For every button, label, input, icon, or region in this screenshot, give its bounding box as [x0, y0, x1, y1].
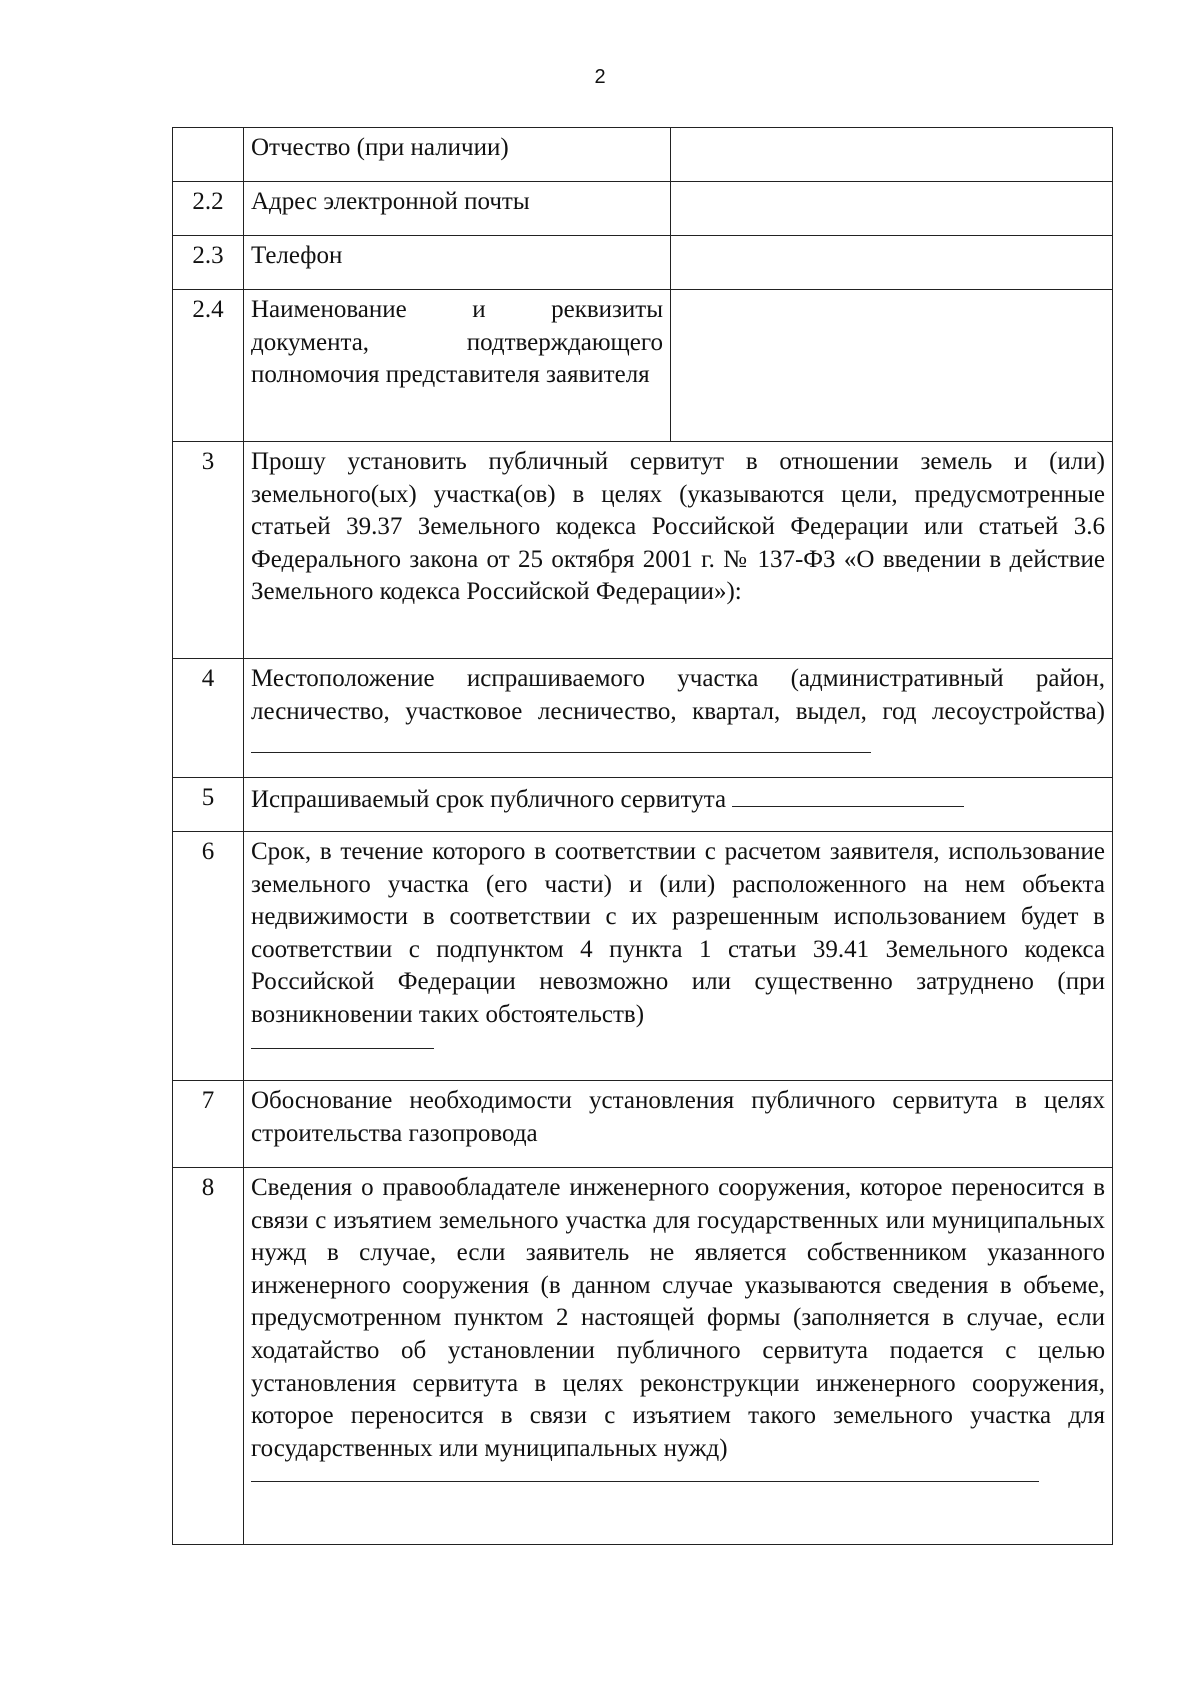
row-term [244, 778, 1113, 832]
row-number: 2.2 [173, 182, 244, 236]
application-form-table [172, 127, 1113, 1545]
table-row [173, 832, 1113, 1081]
row-label-email: Адрес электронной почты [244, 182, 671, 236]
table-row [173, 1081, 1113, 1168]
row-label-phone: Телефон [244, 236, 671, 290]
row-text-justification: Обоснование необходимости установления публичного сервитута в целях строительства газопровода [244, 1081, 1113, 1168]
row-number: 3 [173, 442, 244, 659]
row-text-impediment-period: Срок, в течение которого в соответствии с расчетом заявителя, использование земельного участка (его части) и (или) расположенного на нем объекта недвижимости в соответствии с их разрешенным использованием будет в соответствии с подпунктом 4 пункта 1 статьи 39.41 Земельного кодекса Российской Федерации невозможно или существенно затруднено (при возникновении таких обстоятельств) [251, 838, 1105, 1028]
row-text-location: Местоположение испрашиваемого участка (административный район, лесничество, участковое лесничество, квартал, выдел, год лесоустройства) [251, 665, 1105, 725]
row-location [244, 659, 1113, 778]
page-number: 2 [594, 66, 606, 88]
table-row [173, 182, 1113, 236]
row-label-authority-document: Наименование и реквизиты документа, подтверждающего полномочия представителя заявителя [244, 290, 671, 442]
row-text-servitude-purpose: Прошу установить публичный сервитут в отношении земель и (или) земельного(ых) участка(ов) в целях (указываются цели, предусмотренные статьей 39.37 Земельного кодекса Российской Федерации или статьей 3.6 Федерального закона от 25 октября 2001 г. № 137-ФЗ «О введении в действие Земельного кодекса Российской Федерации»): [244, 442, 1113, 659]
row-number: 6 [173, 832, 244, 1081]
rightholder-fill-line[interactable] [251, 1471, 1039, 1482]
table-row [173, 778, 1113, 832]
table-row [173, 236, 1113, 290]
authority-document-field[interactable] [671, 290, 1113, 442]
table-row [173, 659, 1113, 778]
row-rightholder [244, 1168, 1113, 1545]
row-number: 4 [173, 659, 244, 778]
patronymic-field[interactable] [671, 128, 1113, 182]
table-row [173, 290, 1113, 442]
row-number: 2.3 [173, 236, 244, 290]
row-impediment [244, 832, 1113, 1081]
email-field[interactable] [671, 182, 1113, 236]
phone-field[interactable] [671, 236, 1113, 290]
table-row [173, 128, 1113, 182]
row-number: 7 [173, 1081, 244, 1168]
table-row [173, 442, 1113, 659]
row-number [173, 128, 244, 182]
row-number: 5 [173, 778, 244, 832]
impediment-fill-line[interactable] [251, 1038, 434, 1049]
row-number: 8 [173, 1168, 244, 1545]
table-row [173, 1168, 1113, 1545]
row-text-rightholder-info: Сведения о правообладателе инженерного сооружения, которое переносится в связи с изъятием земельного участка для государственных или муниципальных нужд в случае, если заявитель не является собственником указанного инженерного сооружения (в данном случае указываются сведения в объеме, предусмотренном пунктом 2 настоящей формы (заполняется в случае, если ходатайство об установлении публичного сервитута подается с целью установления сервитута в целях реконструкции инженерного сооружения, которое переносится в связи с изъятием такого земельного участка для государственных или муниципальных нужд) [251, 1174, 1105, 1462]
row-number: 2.4 [173, 290, 244, 442]
row-label-patronymic: Отчество (при наличии) [244, 128, 671, 182]
row-text-term: Испрашиваемый срок публичного сервитута [251, 786, 727, 813]
term-fill-line[interactable] [732, 782, 964, 807]
location-fill-line[interactable] [251, 728, 871, 753]
